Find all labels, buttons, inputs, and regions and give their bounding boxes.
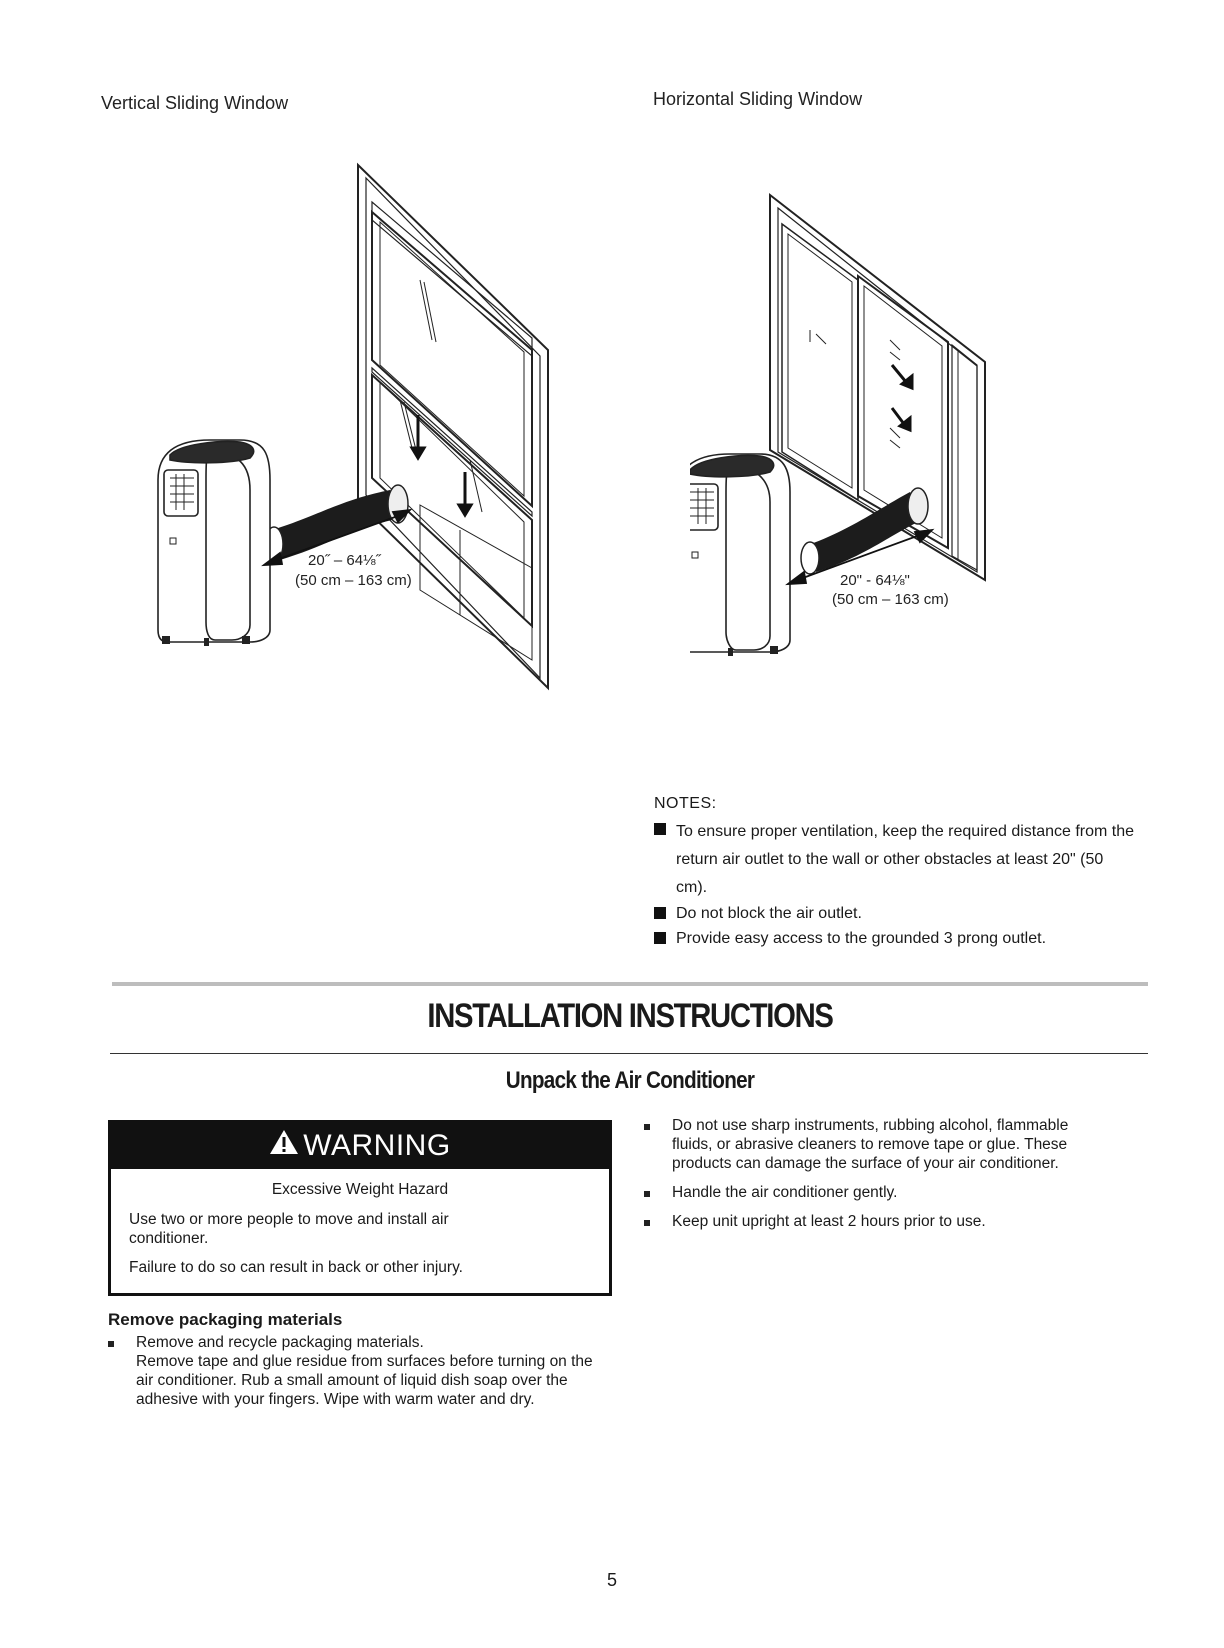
- notes-heading: NOTES:: [654, 795, 717, 812]
- warning-hazard: Excessive Weight Hazard: [271, 1181, 449, 1198]
- list-item: Do not use sharp instruments, rubbing alcohol, flammable fluids, or abrasive cleaners to remove tape or glue. These products can damage the surface of your air conditioner.: [644, 1117, 1124, 1174]
- packaging-heading: Remove packaging materials: [108, 1310, 343, 1329]
- vertical-window-illustration: [140, 160, 560, 700]
- vertical-window-title: Vertical Sliding Window: [101, 93, 289, 113]
- left-dim-text-2: (50 cm – 163 cm): [295, 572, 412, 589]
- warning-line-1: Use two or more people to move and install air conditioner.: [129, 1210, 449, 1247]
- warning-line-2: Failure to do so can result in back or other injury.: [129, 1258, 463, 1276]
- list-item: Keep unit upright at least 2 hours prior to use.: [644, 1213, 1124, 1232]
- right-dim-text-2: (50 cm – 163 cm): [832, 591, 949, 608]
- note-item: Provide easy access to the grounded 3 prong outlet.: [654, 927, 1154, 952]
- note-item: Do not block the air outlet.: [654, 902, 1154, 927]
- list-item: Handle the air conditioner gently.: [644, 1184, 1124, 1203]
- horizontal-window-title: Horizontal Sliding Window: [653, 89, 863, 109]
- bullet-icon: [644, 1124, 650, 1130]
- square-bullet-icon: [654, 907, 666, 919]
- packaging-list: [108, 1334, 608, 1410]
- square-bullet-icon: [654, 932, 666, 944]
- section-subtitle: Unpack the Air Conditioner: [505, 1067, 755, 1094]
- bullet-icon: [644, 1191, 650, 1197]
- handling-list: [644, 1117, 1124, 1232]
- packaging-continuation: Remove tape and glue residue from surfaces before turning on the air conditioner. Rub a small amount of liquid dish soap over the adhesive with your fingers. Wipe with warm water and dry.: [136, 1352, 593, 1408]
- list-item: Remove and recycle packaging materials.: [108, 1334, 608, 1353]
- bullet-icon: [644, 1220, 650, 1226]
- left-dim-text-1: 20˝ – 64⅛˝: [308, 552, 381, 569]
- right-dim-text-1: 20" - 64⅛": [840, 572, 910, 589]
- horizontal-window-illustration: [690, 190, 1020, 690]
- section-title: INSTALLATION INSTRUCTIONS: [427, 997, 833, 1035]
- bullet-icon: [108, 1341, 114, 1347]
- warning-box: [108, 1120, 612, 1296]
- notes-list: [654, 818, 1154, 952]
- section-divider-bottom: [110, 1053, 1148, 1054]
- warning-header: [111, 1123, 609, 1169]
- warning-label: WARNING: [303, 1129, 451, 1162]
- page-number: 5: [606, 1570, 617, 1590]
- section-divider-top: [112, 982, 1148, 986]
- warning-triangle-icon: [269, 1129, 299, 1163]
- note-item: To ensure proper ventilation, keep the required distance from the return air outlet to the wall or other obstacles at least 20" (50 cm).: [654, 818, 1154, 902]
- square-bullet-icon: [654, 823, 666, 835]
